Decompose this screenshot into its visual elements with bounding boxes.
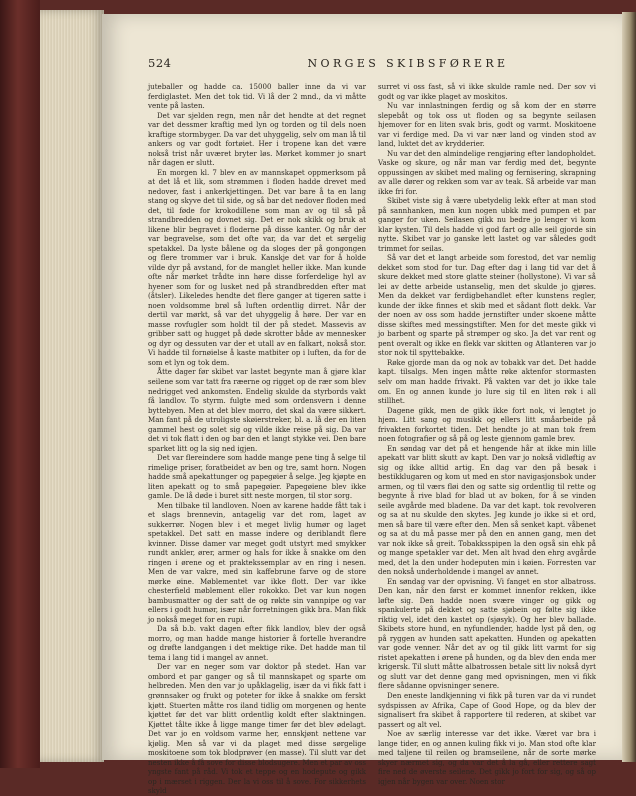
- paragraph: Det var flereindere som hadde mange pene ting å selge til rimelige priser, foratbeidet av ben og tre, samt horn. Nogen hadde små apekattunger og papegøier å selge. Jeg kjøpte en liten apekatt og to små papegøier. Papegøiene blev ikke gamle. De lå døde i buret sitt neste morgen, til stor sorg.: [148, 453, 366, 501]
- paragraph: Åtte dager før skibet var lastet begynte man å gjøre klar seilene som var tatt fra ræerne og rigget op de rær som blev nedrigget ved ankomsten. Endelig skulde da styrbords vakt få landlov. To styrm. fulgte med som ordensvern i denne byttebyen. Men at det blev morro, det skal da være sikkert. Man fant på de utroligste skøierstreker, bl. a. lå der en liten gammel hest og solet sig og vilde ikke reise på sig. Da var det vi tok flatt i den og bar den et langt stykke vei. Den bare sparket litt og la sig ned igjen.: [148, 367, 366, 453]
- page-number: 524: [148, 56, 172, 70]
- paragraph: Der var en neger som var doktor på stedet. Han var ombord et par ganger og så til mannskapet og sparte om helbreden. Men den var jo upåklagelig, især da vi fikk fatt i grønnsaker og frukt og poteter for ikke å snakke om ferskt kjøtt. Stuerten måtte ros iland tidlig om morgenen og hente kjøttet før det var blitt ordentlig koldt efter slaktningen. Kjøttet tålte ikke å ligge mange timer før det blev ødelagt. Det var jo en voldsom varme her, ennskjønt nettene var kjølig. Men så var vi da plaget med disse sørgelige moskitoene som tok blodprøver (en masse). Til slutt var det nesten ikke å få sove for disse blodsugere. Men et par av oss yngste fant på råd. Vi tok et teppe og en hodepute og gikk op i mærset i riggen. Der la vi oss til å sove. For sikkerhets skyld: [148, 662, 366, 796]
- paragraph: Så var det et langt arbeide som forestod, det var nemlig dekket som stod for tur. Dag efter dag i lang tid var det å skure dekket med store glatte steiner (hollystone). Vi var så lei av dette arbeide ustanselig, men det skulde jo gjøres. Men da dekket var ferdigbehandlet efter kunstens regler, kunde der ikke finnes et skib med et sådant flott dekk. Var der noen av oss som hadde jernstifter under skoene måtte disse skiftes med messingstifter. Men for det meste gikk vi jo barbent og sparte på strømper og sko. Ja det var rent og pent overalt og ikke en flekk var skitten og Atlanteren var jo stor nok til spyttebakke.: [378, 253, 596, 358]
- paragraph: Noe av særlig interesse var det ikke. Været var bra i lange tider, en og annen kuling fikk vi jo. Man stod ofte klar med taljene til reilen og bramseilene, når de sorte mørke skyer nærmet sig, og da var det å la gå, eller rettere sagt fire ned de øverste seilene. Det gikk jo fort for sig, og så op igjen når bygen var over. Noen stor: [378, 729, 596, 786]
- paragraph: Skibet viste sig å være ubetydelig lekk efter at man stod på sannhanken, men kun nogen ubkk med pumpen et par ganger for uken. Seilasen gikk nu bedre jo lenger vi kom klar kysten. Til dels hadde vi god fart og alle seil gjorde sin nytte. Skibet var jo ganske lett lastet og var således godt trimmet for seilas.: [378, 196, 596, 253]
- paragraph: Den eneste landkjenning vi fikk på turen var da vi rundet sydspissen av Afrika, Cape of Good Hope, og da blev der signalisert fra skibet å rapportere til rederen, at skibet var passert og alt vel.: [378, 691, 596, 729]
- text-column-left: [148, 82, 366, 796]
- running-head: [148, 56, 608, 72]
- paragraph: Dagene gikk, men de gikk ikke fort nok, vi lengtet jo hjem. Litt sang og musikk og ellers litt småarbeide på frivakten forkortet tiden. Det hendte jo at man tok frem noen fotografier og så på og leste gjennom gamle brev.: [378, 405, 596, 444]
- paragraph: Men tilbake til landloven. Noen av karene hadde fått tak i et slags brennevin, antagelig var det rom, laget av sukkerrør. Nogen blev i et meget livlig humør og laget spetakkel. Det satt en masse indere og deriblandt flere kvinner. Disse damer var meget godt utstyrt med smykker rundt ankler, ører, armer og hals for ikke å snakke om den ringen i ørene og et praktekssemplar av en ring i nesen. Men de var vakre, med sin kaffebrune farve og de store mørke øine. Møblementet var ikke flott. Der var ikke chesterfield møblement eller rokokko. Det var kun nogen bambusmatter og der satt de og røkte sin vannpipe og var ellers i godt humør, især når forretningen gikk bra. Man fikk jo nokså meget for en rupi.: [148, 500, 366, 624]
- book-page: [102, 14, 622, 796]
- book-binding: [0, 0, 40, 768]
- paragraph: surret vi oss fast, så vi ikke skulde ramle ned. Der sov vi godt og var ikke plaget av moskitos.: [378, 82, 596, 101]
- paragraph: Da så b.b. vakt dagen efter fikk landlov, blev der også morro, og man hadde mange historier å fortelle hverandre og drøfte landgangen i det mektige rike. Det hadde man til tema i lang tid i mangel av annet.: [148, 624, 366, 662]
- paragraph: En morgen kl. 7 blev en av mannskapet oppmerksom på at det lå et lik, som strømmen i floden hadde drevet med nedover, fast i ankerkjettingen. Det var bare å ta en lang stang og skyve det til side, og så bar det nedover floden med det, til føde for krokodillene som man av og til så på strandbredden og dovnet sig. Det er nok skikk og bruk at likene blir begravet i floderne på disse kanter. Og når der var begravelse, som det ofte var, da var det et sørgelig spetakkel. Da lyste bålene og da sloges der på gongongen og flere trommer var i bruk. Kanskje det var for å holde vilde dyr på avstand, for de manglet heller ikke. Man kunde ofte når mørket trådte inn høre disse forferdelige hyl av hyener som for og lusket ned på strandbredden efter mat (åtsler). Likeledes hendte det flere ganger at tigeren satte i noen voldsomme brøl så luften ordentlig dirret. Når der dertil var mørkt, så var det uhyggelig å høre. Der var en masse rovfugler som holdt til der på stedet. Massevis av gribber satt og hugget på døde skrotter både av mennesker og dyr og dessuten var der et utall av en falkart, nokså stor. Vi hadde til fornøielse å kaste matbiter op i luften, da for de som et lyn og tok dem.: [148, 167, 366, 367]
- page-edge-right: [622, 12, 636, 762]
- paragraph: juteballer og hadde ca. 15000 baller inne da vi var ferdiglastet. Men det tok tid. Vi lå der 2 mnd., da vi måtte vente på lasten.: [148, 82, 366, 111]
- page-edges: [40, 10, 104, 762]
- paragraph: Røke gjorde man da og nok av tobakk var det. Det hadde kapt. tilsalgs. Men ingen måtte røke aktenfor stormasten selv om man hadde frivakt. På vakten var det jo ikke tale om. En og annen kunde jo lure sig til en liten røk i all stillhet.: [378, 357, 596, 406]
- paragraph: En søndag var der opvisning. Vi fanget en stor albatross. Den kan, når den først er kommet innenfor rekken, ikke løfte sig. Den hadde noen svære vinger og gikk og spankulerte på dekket og satte sjøbein og følte sig ikke riktig vel, idet den kastet op (sjøsyk). Og her blev ballade. Skibets store hund, en nyfundlender, hadde lyst på den, og på ryggen av hunden satt apekatten. Hunden og apekatten var gode venner. Når det av og til gikk litt varmt for sig ristet apekatten i ørene på hunden, og da blev den enda mer krigersk. Til slutt måtte albatrossen betale sitt liv nokså dyrt og slutt var det denne gang med opvisningen, men vi fikk flere sådanne opvisninger senere.: [378, 576, 596, 691]
- paragraph: Nu var innlastningen ferdig og så kom der en større slepebåt og tok oss ut floden og sa begynte seilasen hjemover for en liten svak bris, godt og varmt. Moskitoene var vi ferdige med. Da vi var nær land og vinden stod av land, luktet det av krydderier.: [378, 101, 596, 149]
- text-column-right: [378, 82, 596, 786]
- paragraph: Det var sjelden regn, men når det hendte at det regnet var det dessmer kraftig med lyn og torden og til dels noen kraftige stormbyger. Da var det uhyggelig, selv om man lå til ankers og var godt fortøiet. Her i tropene kan det være nokså trist når uværet bryter løs. Mørket kommer jo snart når dagen er slutt.: [148, 110, 366, 168]
- paragraph: En søndag var det på et hengende hår at ikke min lille apekatt var blitt skutt av kapt. Den var jo nokså vidløftig av sig og ikke alltid artig. En dag var den på besøk i bestikklugaren og kom ut med en stor navigasjonsbok under armen, og til værs fløi den og satte sig ordentlig til rette og begynte å rive blad for blad ut av boken, for å se vinden seile avgårde med bladene. Da var det kapt. tok revolveren og sa at nu skulde den skytes. Jeg kunde jo ikke si et ord, men så bare til være efter den. Men så senket kapt. våbenet og sa at du må passe mer på den en annen gang, men det var nok ikke så greit. Tobakksspipen la den også sin ehk på og mange spetakler var det. Men alt hvad den ehrg avgårde med, det la den under hodeputen min i køien. Forresten var den nokså underholdende i mangel av annet.: [378, 443, 596, 577]
- paragraph: Nu var det den almindelige rengjøring efter landopholdet. Vaske og skure, og når man var ferdig med det, begynte oppussingen av skibet med maling og fernisering, skrapning av alle dører og rekken som var av teak. Så arbeide var man ikke fri for.: [378, 148, 596, 196]
- running-title: NORGES SKIBSFØRERE: [307, 57, 509, 70]
